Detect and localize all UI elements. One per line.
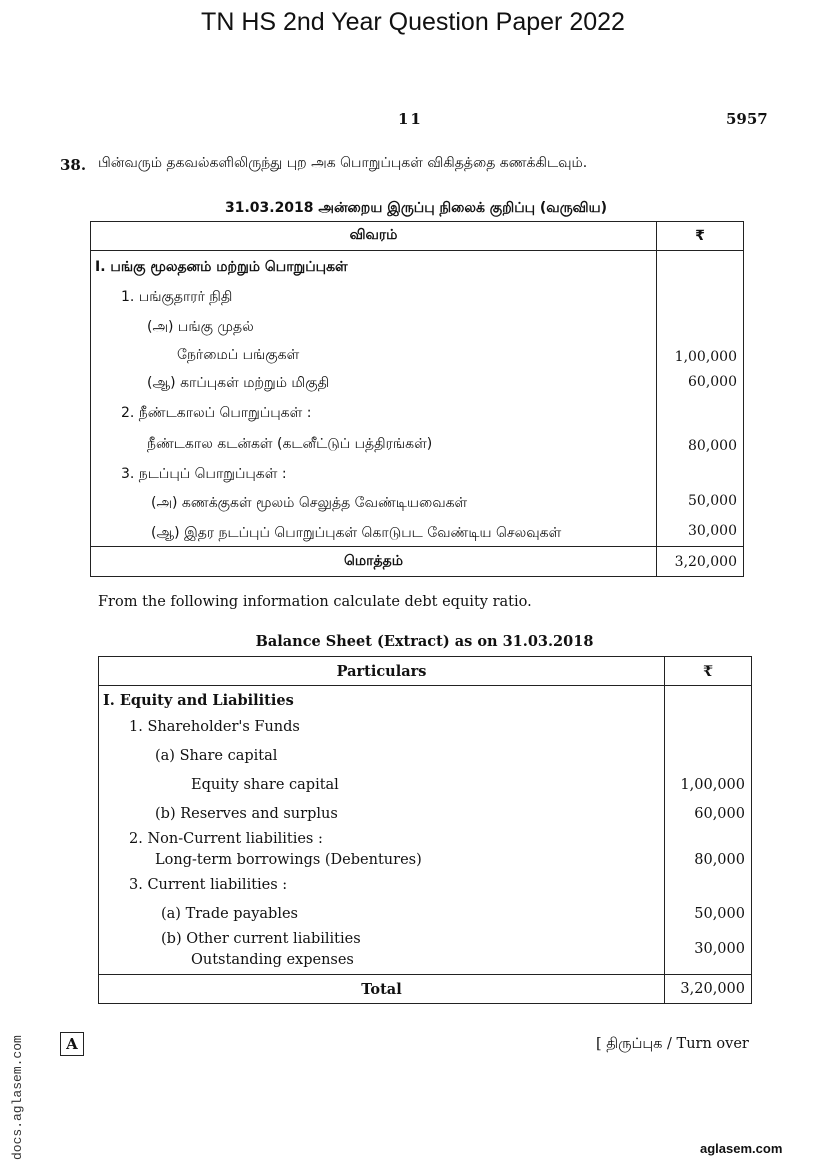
paper-code: 5957 — [726, 110, 768, 128]
tamil-row-share-capital: (அ) பங்கு முதல் — [147, 319, 254, 335]
tamil-table-title: 31.03.2018 அன்றைய இருப்பு நிலைக் குறிப்பு (வருவிய) — [224, 200, 608, 216]
english-row-share-capital: (a) Share capital — [155, 748, 278, 764]
tamil-amount-borrowings: 80,000 — [688, 438, 737, 454]
english-row-current: 3. Current liabilities : — [129, 877, 288, 893]
english-row-heading: I. Equity and Liabilities — [103, 692, 294, 709]
question-number: 38. — [60, 156, 87, 174]
tamil-total-amount: 3,20,000 — [657, 547, 744, 577]
english-total-label: Total — [99, 975, 665, 1004]
tamil-amount-equity: 1,00,000 — [674, 349, 737, 365]
english-amount-equity: 1,00,000 — [680, 777, 745, 793]
tamil-row-noncurrent: 2. நீண்டகாலப் பொறுப்புகள் : — [121, 405, 312, 421]
tamil-row-other-current: (ஆ) இதர நடப்புப் பொறுப்புகள் கொடுபட வேண்டிய செலவுகள் — [151, 525, 562, 541]
tamil-total-label: மொத்தம் — [91, 547, 657, 577]
english-row-other-current: (b) Other current liabilities — [161, 931, 361, 947]
tamil-amount-trade: 50,000 — [688, 493, 737, 509]
tamil-balance-sheet-table — [90, 221, 744, 577]
english-amount-other: 30,000 — [694, 941, 745, 957]
bottom-watermark: aglasem.com — [700, 1141, 783, 1156]
tamil-row-equity-share-capital: நேர்மைப் பங்குகள் — [177, 347, 300, 363]
english-row-reserves: (b) Reserves and surplus — [155, 806, 338, 822]
english-amount-borrowings: 80,000 — [694, 852, 745, 868]
tamil-row-current: 3. நடப்புப் பொறுப்புகள் : — [121, 466, 287, 482]
english-row-trade-payables: (a) Trade payables — [161, 906, 298, 922]
tamil-row-reserves: (ஆ) காப்புகள் மற்றும் மிகுதி — [147, 375, 330, 391]
english-amount-trade: 50,000 — [694, 906, 745, 922]
english-amount-reserves: 60,000 — [694, 806, 745, 822]
turn-over-note: [ திருப்புக / Turn over — [596, 1036, 749, 1052]
english-col-particulars: Particulars — [99, 657, 665, 686]
english-row-shareholders-funds: 1. Shareholder's Funds — [129, 719, 300, 735]
english-row-long-term-borrowings: Long-term borrowings (Debentures) — [155, 852, 422, 868]
tamil-amount-reserves: 60,000 — [688, 374, 737, 390]
tamil-row-trade-payables: (அ) கணக்குகள் மூலம் செலுத்த வேண்டியவைகள் — [151, 495, 468, 511]
english-table-title: Balance Sheet (Extract) as on 31.03.2018 — [255, 633, 594, 650]
english-balance-sheet-table — [98, 656, 752, 1004]
english-row-outstanding-expenses: Outstanding expenses — [191, 952, 354, 968]
tamil-row-shareholders-funds: 1. பங்குதாரர் நிதி — [121, 289, 233, 305]
english-row-equity-share-capital: Equity share capital — [191, 777, 339, 793]
tamil-col-amount: ₹ — [657, 222, 744, 251]
tamil-row-long-term-borrowings: நீண்டகால கடன்கள் (கடனீட்டுப் பத்திரங்கள்) — [147, 436, 433, 452]
english-row-noncurrent: 2. Non-Current liabilities : — [129, 831, 323, 847]
paper-version-box: A — [60, 1032, 84, 1056]
tamil-amount-other: 30,000 — [688, 523, 737, 539]
tamil-row-heading: I. பங்கு மூலதனம் மற்றும் பொறுப்புகள் — [95, 259, 348, 275]
question-text-english: From the following information calculate debt equity ratio. — [98, 594, 532, 610]
english-total-amount: 3,20,000 — [665, 975, 752, 1004]
tamil-col-particulars: விவரம் — [91, 222, 657, 251]
page-number: 11 — [398, 110, 423, 128]
document-header-title: TN HS 2nd Year Question Paper 2022 — [201, 8, 625, 36]
question-text-tamil: பின்வரும் தகவல்களிலிருந்து புற அக பொறுப்புகள் விகிதத்தை கணக்கிடவும். — [98, 155, 588, 171]
english-col-amount: ₹ — [665, 657, 752, 686]
side-watermark: docs.aglasem.com — [10, 1035, 25, 1160]
